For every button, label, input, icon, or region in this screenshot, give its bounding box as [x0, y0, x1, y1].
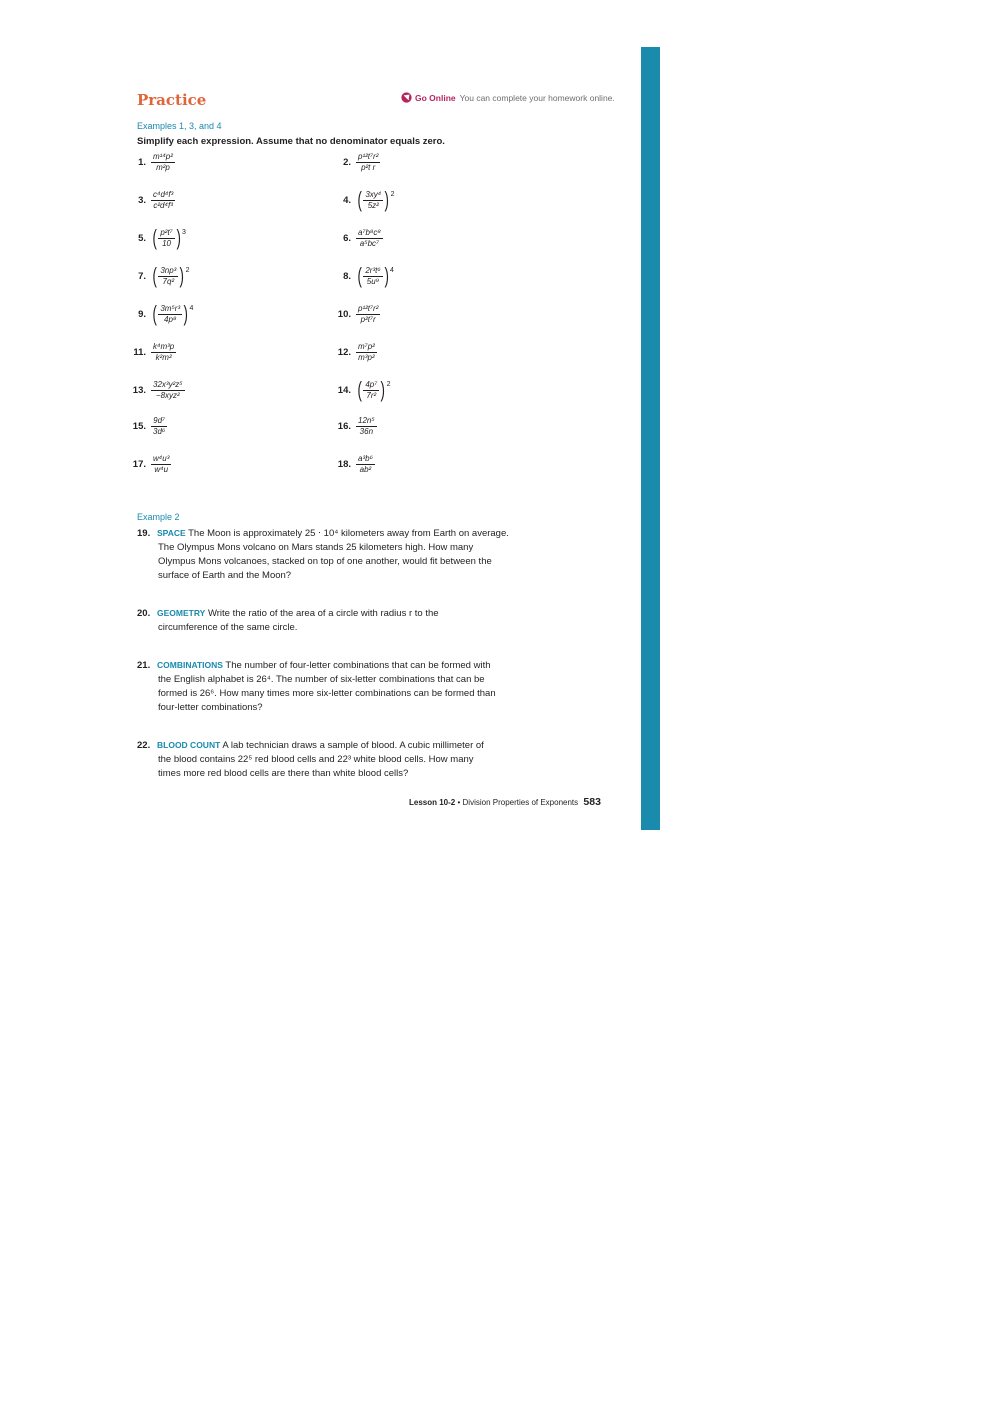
denominator: 3d⁶ — [153, 426, 166, 436]
page-title: Practice — [137, 91, 207, 109]
numerator: 3np³ — [160, 265, 177, 275]
numerator: a⁷b⁸c⁸ — [358, 227, 381, 237]
section-label-examples: Examples 1, 3, and 4 — [137, 121, 222, 131]
numerator: 4p⁷ — [365, 379, 378, 389]
exercise-number: 3. — [138, 194, 146, 206]
fraction — [363, 190, 383, 211]
left-paren: ( — [357, 263, 362, 288]
problem-topic: BLOOD COUNT — [157, 740, 221, 750]
numerator: 3m⁵r³ — [160, 303, 181, 313]
problem-text-line: four-letter combinations? — [158, 702, 263, 713]
exercise-number: 7. — [138, 270, 146, 282]
footer-topic: Division Properties of Exponents — [462, 798, 579, 807]
numerator: p²t⁷ — [160, 227, 173, 237]
numerator: p¹²t⁷r² — [358, 151, 379, 161]
parenthesized-fraction — [356, 379, 391, 401]
problem-topic: GEOMETRY — [157, 608, 206, 618]
problem-text-line: formed is 26⁶. How many times more six-letter combinations can be formed than — [158, 688, 496, 699]
denominator: w⁴u — [154, 464, 169, 474]
word-problem — [137, 658, 547, 715]
exercise-item — [332, 450, 375, 478]
problem-number: 22. — [137, 740, 151, 751]
exercise-number: 16. — [337, 420, 351, 432]
exercise-item — [127, 338, 176, 366]
fraction — [356, 152, 380, 173]
problem-text: The Moon is approximately 25 ⋅ 10⁴ kilometers away from Earth on average. — [188, 528, 509, 539]
problem-text-line: Olympus Mons volcanoes, stacked on top of one another, would fit between the — [158, 556, 492, 567]
fraction — [151, 454, 171, 475]
denominator: 10 — [162, 238, 171, 248]
exponent: 2 — [390, 191, 395, 198]
fraction — [151, 190, 175, 211]
problem-text: A lab technician draws a sample of blood. A cubic millimeter of — [222, 740, 484, 751]
exercise-item — [127, 300, 193, 328]
exercise-item — [127, 186, 175, 214]
numerator: 12n⁵ — [358, 415, 375, 425]
problem-text: The number of four-letter combinations that can be formed with — [225, 660, 491, 671]
exercise-number: 5. — [138, 232, 146, 244]
go-online-label[interactable]: Go Online — [415, 92, 456, 103]
exercise-item — [332, 300, 380, 328]
parenthesized-fraction — [151, 303, 193, 325]
exercise-item — [127, 262, 190, 290]
denominator: k²m² — [155, 352, 172, 362]
problem-number: 20. — [137, 608, 151, 619]
problem-text-line: times more red blood cells are there than white blood cells? — [158, 768, 409, 779]
problem-first-line — [137, 658, 547, 673]
word-problem — [137, 738, 547, 781]
exercise-number: 14. — [337, 384, 351, 396]
exercise-item — [332, 338, 377, 366]
exercise-number: 6. — [343, 232, 351, 244]
right-paren: ) — [384, 263, 389, 288]
exercise-item — [127, 376, 185, 404]
problem-topic: SPACE — [157, 528, 186, 538]
left-paren: ( — [357, 377, 362, 402]
exercise-number: 2. — [343, 156, 351, 168]
denominator: m²p — [156, 162, 170, 172]
right-paren: ) — [183, 301, 189, 326]
fraction — [363, 266, 382, 287]
fraction — [158, 228, 174, 249]
numerator: 3xy⁴ — [365, 189, 382, 199]
exercise-number: 18. — [337, 458, 351, 470]
denominator: 4p⁸ — [164, 314, 177, 324]
go-online-icon — [401, 92, 412, 103]
exercise-number: 12. — [337, 346, 351, 358]
exercise-item — [127, 412, 167, 440]
instructions: Simplify each expression. Assume that no denominator equals zero. — [137, 136, 445, 147]
fraction — [151, 152, 175, 173]
fraction — [356, 342, 377, 363]
problem-number: 19. — [137, 528, 151, 539]
problem-text-line: The Olympus Mons volcano on Mars stands 25 kilometers high. How many — [158, 542, 474, 553]
exponent: 4 — [189, 305, 194, 312]
numerator: 32x³y²z⁵ — [153, 379, 183, 389]
problem-topic: COMBINATIONS — [157, 660, 223, 670]
right-paren: ) — [384, 187, 390, 212]
left-paren: ( — [152, 225, 157, 250]
exercise-item — [332, 148, 380, 176]
denominator: m³p² — [358, 352, 375, 362]
problem-number: 21. — [137, 660, 151, 671]
exercise-item — [332, 224, 383, 252]
denominator: 7q² — [162, 276, 175, 286]
problem-first-line — [137, 606, 547, 621]
parenthesized-fraction — [356, 189, 394, 211]
numerator: m¹⁴p² — [153, 151, 173, 161]
exercise-item — [127, 148, 175, 176]
fraction — [356, 416, 377, 437]
exponent: 2 — [386, 381, 391, 388]
exercise-item — [127, 450, 171, 478]
numerator: 2r³t⁶ — [365, 265, 381, 275]
fraction — [356, 304, 380, 325]
numerator: w⁴u³ — [153, 453, 170, 463]
exercise-number: 1. — [138, 156, 146, 168]
word-problem — [137, 526, 547, 583]
left-paren: ( — [357, 187, 362, 212]
denominator: 7r² — [366, 390, 377, 400]
exponent: 4 — [389, 267, 394, 274]
exercise-item — [332, 412, 377, 440]
fraction — [363, 380, 379, 401]
exercise-item — [332, 262, 394, 290]
denominator: p²t⁷r — [360, 314, 376, 324]
go-online-text: You can complete your homework online. — [459, 92, 615, 103]
problem-text-line: surface of Earth and the Moon? — [158, 570, 292, 581]
problem-text: Write the ratio of the area of a circle with radius r to the — [207, 608, 439, 619]
side-color-bar — [641, 47, 660, 830]
denominator: ab² — [359, 464, 372, 474]
fraction — [158, 304, 182, 325]
problem-text-line: the blood contains 22⁵ red blood cells and 22³ white blood cells. How many — [158, 754, 474, 765]
problem-first-line — [137, 738, 547, 753]
denominator: 5u⁹ — [366, 276, 380, 286]
numerator: c⁴d⁴f³ — [153, 189, 174, 199]
footer-page-number: 583 — [583, 796, 601, 808]
numerator: m⁷p² — [358, 341, 375, 351]
word-problem — [137, 606, 547, 635]
exercise-number: 11. — [133, 346, 146, 358]
exercise-number: 13. — [132, 384, 146, 396]
fraction — [356, 454, 375, 475]
problem-first-line — [137, 526, 547, 541]
denominator: −8xyz² — [155, 390, 180, 400]
exercise-number: 4. — [343, 194, 351, 206]
exercise-item — [332, 186, 394, 214]
footer-separator: • — [457, 798, 461, 807]
exercise-item — [332, 376, 391, 404]
numerator: 9d⁷ — [153, 415, 166, 425]
problem-text-line: circumference of the same circle. — [158, 622, 298, 633]
denominator: 36n — [359, 426, 374, 436]
section-label-example-2: Example 2 — [137, 512, 180, 522]
page-footer — [409, 796, 601, 808]
exercise-number: 8. — [343, 270, 351, 282]
numerator: k⁴m³p — [153, 341, 175, 351]
exercise-number: 15. — [132, 420, 146, 432]
footer-lesson: Lesson 10-2 — [409, 798, 456, 807]
parenthesized-fraction — [356, 265, 394, 287]
denominator: p²t r — [361, 162, 376, 172]
numerator: p¹²t⁷r² — [358, 303, 379, 313]
fraction — [151, 416, 167, 437]
right-paren: ) — [179, 263, 185, 288]
denominator: a⁵bc⁷ — [359, 238, 380, 248]
numerator: a³b⁶ — [358, 453, 373, 463]
exponent: 3 — [182, 229, 186, 236]
exercise-item — [127, 224, 186, 252]
fraction — [151, 380, 185, 401]
fraction — [151, 342, 176, 363]
denominator: 5z² — [367, 200, 379, 210]
exercise-number: 10. — [337, 308, 351, 320]
exercise-number: 9. — [138, 308, 146, 320]
go-online-note[interactable] — [401, 92, 615, 103]
fraction — [158, 266, 178, 287]
left-paren: ( — [152, 263, 157, 288]
fraction — [356, 228, 383, 249]
denominator: c²d⁴f³ — [153, 200, 173, 210]
parenthesized-fraction — [151, 227, 186, 249]
right-paren: ) — [380, 377, 386, 402]
exponent: 2 — [185, 267, 190, 274]
right-paren: ) — [176, 225, 181, 250]
problem-text-line: the English alphabet is 26⁴. The number of six-letter combinations that can be — [158, 674, 485, 685]
parenthesized-fraction — [151, 265, 190, 287]
exercise-number: 17. — [132, 458, 146, 470]
left-paren: ( — [152, 301, 157, 326]
